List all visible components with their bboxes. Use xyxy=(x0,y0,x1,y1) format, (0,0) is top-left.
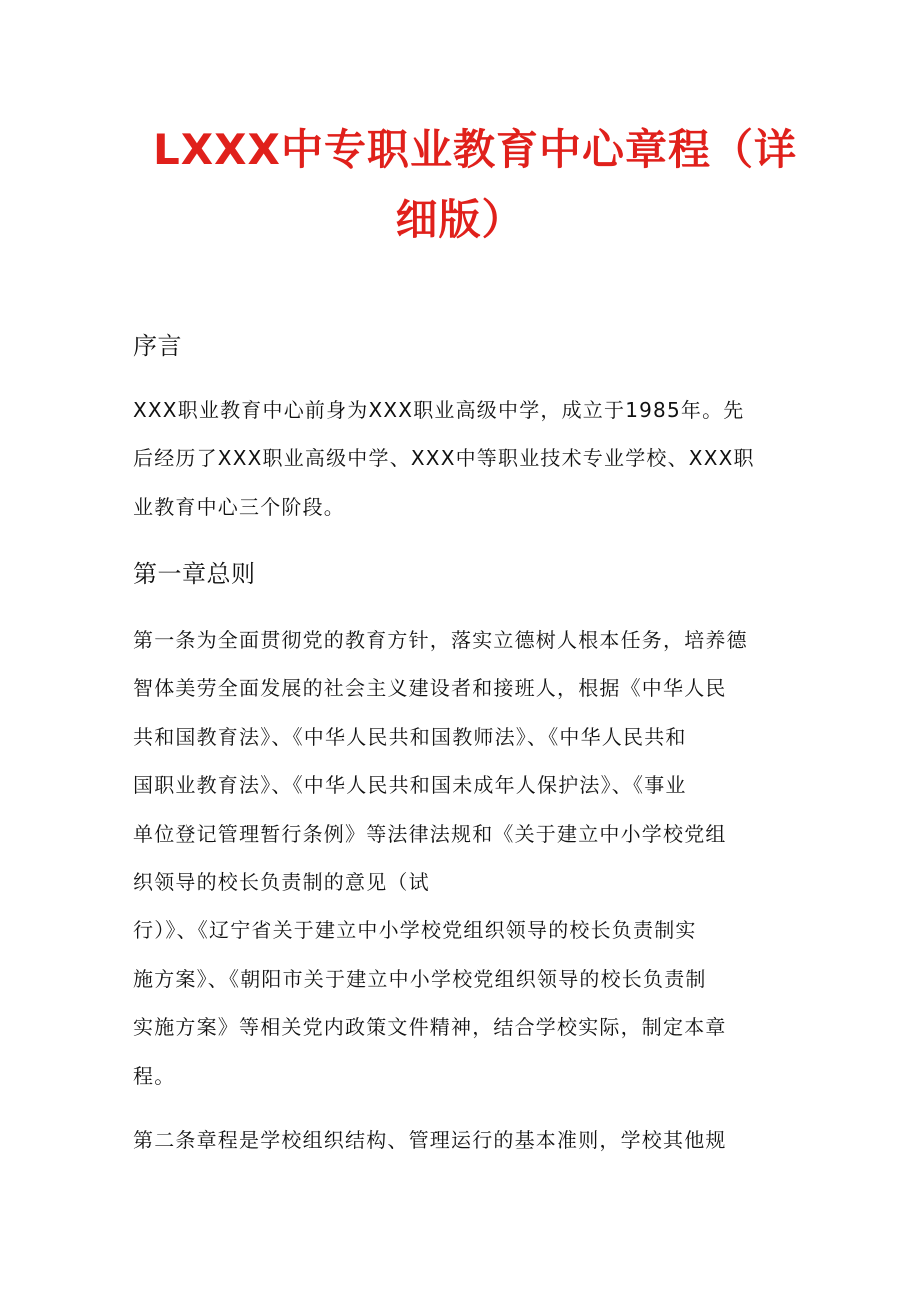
paragraph-line: 施方案》、《朝阳市关于建立中小学校党组织领导的校长负责制 xyxy=(133,966,707,991)
paragraph-line: 实施方案》等相关党内政策文件精神，结合学校实际，制定本章 xyxy=(133,1015,727,1040)
paragraph-line: 国职业教育法》、《中华人民共和国未成年人保护法》、《事业 xyxy=(133,773,687,798)
paragraph-line: 第一条为全面贯彻党的教育方针，落实立德树人根本任务，培养德 xyxy=(133,628,748,652)
paragraph-line: 共和国教育法》、《中华人民共和国教师法》、《中华人民共和 xyxy=(133,724,687,749)
paragraph-line: 程。 xyxy=(133,1063,176,1088)
title-line-2: 细版） xyxy=(395,195,525,244)
paragraph-line: 单位登记管理暂行条例》等法律法规和《关于建立中小学校党组 xyxy=(133,821,727,846)
section-heading-preface: 序言 xyxy=(133,332,182,360)
article-2-paragraph xyxy=(133,1116,793,1164)
paragraph-line: 行）》、《辽宁省关于建立中小学校党组织领导的校长负责制实 xyxy=(133,918,697,943)
paragraph-line: XXX职业教育中心前身为XXX职业高级中学，成立于1985年。先 xyxy=(133,398,745,422)
preface-paragraph xyxy=(133,386,793,531)
article-1-paragraph xyxy=(133,616,793,1100)
title-line-1: LXXX中专职业教育中心章程（详 xyxy=(153,125,797,174)
paragraph-line: 智体美劳全面发展的社会主义建设者和接班人，根据《中华人民 xyxy=(133,676,727,701)
paragraph-line: 第二条章程是学校组织结构、管理运行的基本准则，学校其他规 xyxy=(133,1128,727,1152)
paragraph-line: 后经历了XXX职业高级中学、XXX中等职业技术专业学校、XXX职 xyxy=(133,446,755,471)
paragraph-line: 业教育中心三个阶段。 xyxy=(133,494,345,519)
section-heading-chapter-1: 第一章总则 xyxy=(133,560,256,588)
paragraph-line: 织领导的校长负责制的意见（试 xyxy=(133,870,430,895)
document-title xyxy=(0,118,920,252)
